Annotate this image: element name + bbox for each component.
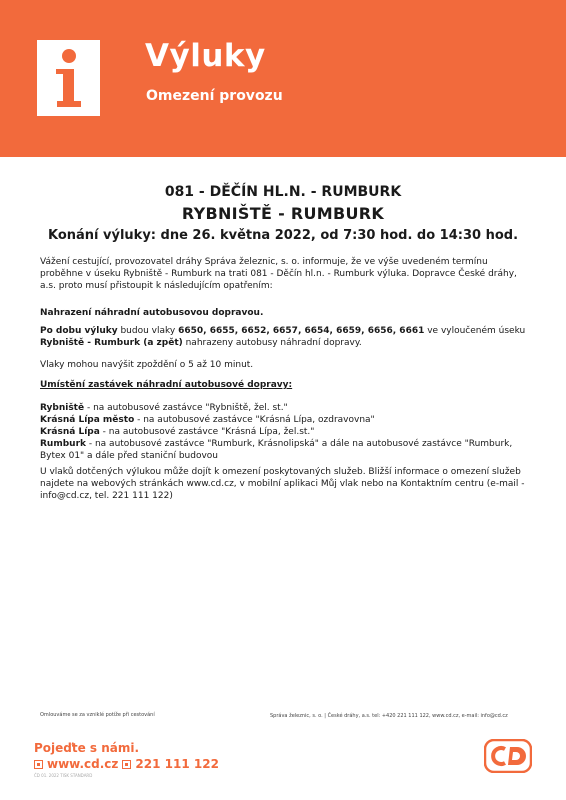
stop-name: Krásná Lípa: [40, 427, 100, 437]
header-banner: [0, 0, 566, 157]
intro-paragraph: Vážení cestující, provozovatel dráhy Správa železnic, s. o. informuje, že ve výše uvedeném termínu proběhne v úseku Rybniště - Rumburk na trati 081 - Děčín hl.n. - Rumburk výluka. Dopravce České dráhy, a.s. proto musí přistoupit k následujícím opatřením:: [40, 257, 517, 291]
stop-location: - na autobusové zastávce "Rumburk, Krásnolipská" a dále na autobusové zastávce "Rumburk, Bytex 01" a dále před staniční budovou: [40, 439, 513, 461]
stop-name: Rumburk: [40, 439, 86, 449]
delay-note: Vlaky mohou navýšit zpoždění o 5 až 10 minut.: [40, 360, 254, 370]
phone-icon: [122, 760, 131, 769]
list-item: [40, 414, 530, 426]
page-subtitle: Omezení provozu: [146, 88, 283, 104]
cd-logo-icon: [484, 739, 532, 773]
print-note: ČD 01. 2022 TISK STANDARD: [34, 773, 93, 778]
period-text-2: ve vyloučeném úseku: [424, 326, 526, 336]
stop-name: Krásná Lípa město: [40, 415, 135, 425]
route-section: RYBNIŠTĚ - RUMBURK: [181, 204, 385, 223]
stops-list: [40, 402, 530, 462]
stop-name: Rybniště: [40, 403, 85, 413]
period-text-3: nahrazeny autobusy náhradní dopravy.: [182, 338, 362, 348]
closure-date: Konání výluky: dne 26. května 2022, od 7:30 hod. do 14:30 hod.: [47, 228, 519, 243]
info-icon: [37, 40, 100, 116]
apology-note: Omlouváme se za vzniklé potíže při cestování: [40, 712, 155, 718]
slogan: Pojeďte s námi.: [34, 741, 140, 755]
list-item: [40, 426, 530, 438]
stop-location: - na autobusové zastávce "Krásná Lípa, žel.st.": [99, 427, 315, 437]
stop-location: - na autobusové zastávce "Krásná Lípa, ozdravovna": [134, 415, 375, 425]
closed-section: Rybniště - Rumburk (a zpět): [40, 338, 183, 348]
services-notice: U vlaků dotčených výlukou může dojít k omezení poskytovaných služeb. Bližší informace o omezení služeb najdete na webových stránkách www.cd.cz, v mobilní aplikaci Můj vlak nebo na Kontaktním centru (e-mail - info@cd.cz, tel. 221 111 122): [40, 467, 525, 501]
web-icon: [34, 760, 43, 769]
list-item: [40, 402, 530, 414]
website-link[interactable]: www.cd.cz: [47, 757, 119, 771]
route-line: 081 - DĚČÍN HL.N. - RUMBURK: [164, 184, 402, 200]
replacement-heading: Nahrazení náhradní autobusovou dopravou.: [40, 308, 264, 318]
operator-contact: Správa železnic, s. o. | České dráhy, a.s. tel: +420 221 111 122, www.cd.cz, e-mail: info@cd.cz: [270, 713, 508, 719]
train-numbers: 6650, 6655, 6652, 6657, 6654, 6659, 6656, 6661: [178, 326, 425, 336]
period-paragraph: [40, 325, 530, 349]
contact-line: [34, 757, 219, 771]
stop-location: - na autobusové zastávce "Rybniště, žel. st.": [84, 403, 288, 413]
period-prefix: Po dobu výluky: [40, 326, 118, 336]
stops-heading: Umístění zastávek náhradní autobusové dopravy:: [40, 380, 293, 390]
phone-number: 221 111 122: [135, 757, 219, 771]
list-item: [40, 438, 530, 462]
period-text-1: budou vlaky: [117, 326, 179, 336]
page-title: Výluky: [145, 38, 266, 74]
